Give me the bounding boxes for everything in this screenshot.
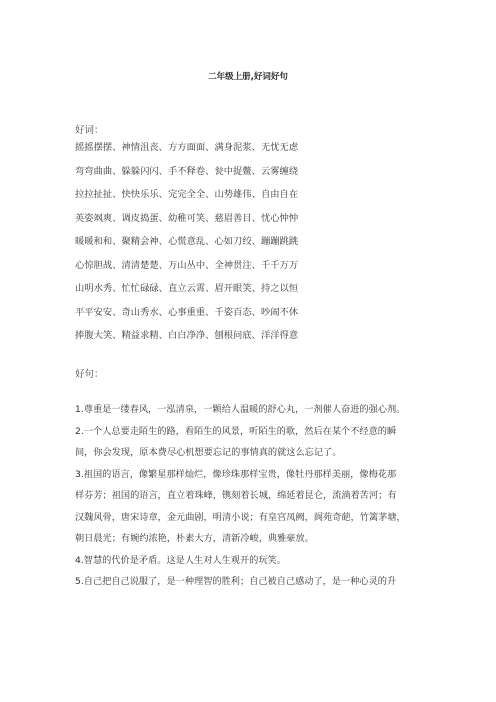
sentence-line: 汉魏风骨，唐宋诗章，金元曲剧，明清小说；有皇宫凤阙，阆苑奇葩，竹篱茅塘，	[75, 511, 406, 523]
sentence-line: 间，你会发现，原本费尽心机想要忘记的事情真的就这么忘记了。	[75, 447, 342, 458]
document-title: 二年级上册,好词好句	[208, 72, 288, 82]
words-line: 拉拉扯扯、快快乐乐、完完全全、山势雄伟、自由自在	[75, 189, 299, 200]
words-line: 山明水秀、忙忙碌碌、直立云霄、眉开眼笑、持之以恒	[75, 283, 299, 294]
words-line: 摇摇摆摆、神情沮丧、方方面面、满身泥浆、无忧无虑	[75, 142, 299, 153]
words-line: 英姿飒爽、调皮捣蛋、幼稚可笑、慈眉善目、忧心忡忡	[75, 212, 299, 224]
sentences-block	[75, 403, 435, 597]
words-line: 弯弯曲曲、躲躲闪闪、手不释卷、瓮中捉鳖、云雾缠绕	[75, 165, 299, 177]
words-line: 心惊胆战、清清楚楚、万山丛中、全神贯注、千千万万	[75, 259, 299, 271]
sentence-line: 样芬芳；祖国的语言，直立着珠峰，镌刻着长城，绵延着昆仑，流淌着苦河；有	[75, 490, 397, 501]
sentences-section-label: 好句：	[75, 369, 104, 380]
sentence-line: 1.尊重是一缕春风，一泓清泉，一颗给人温暖的舒心丸，一剂催人奋进的强心剂。	[75, 404, 406, 415]
sentence-line: 2.一个人总要走陌生的路，看陌生的风景，听陌生的歌，然后在某个不经意的瞬	[75, 425, 397, 437]
words-list	[75, 140, 298, 352]
sentence-line: 5.自己把自己说服了，是一种理智的胜利；自己被自己感动了，是一种心灵的升	[75, 576, 397, 587]
sentence-line: 3.祖国的语言，像繁星那样灿烂，像珍珠那样宝贵，像牡丹那样美丽，像梅花那	[75, 468, 397, 480]
words-line: 平平安安、奇山秀水、心事重重、千姿百态、吵闹不休	[75, 306, 299, 318]
sentence-line: 4.智慧的代价是矛盾。这是人生对人生观开的玩笑。	[75, 554, 286, 566]
words-line: 暖暖和和、聚精会神、心慌意乱、心如刀绞、蹦蹦跳跳	[75, 236, 299, 247]
words-section-label: 好词：	[75, 125, 104, 136]
sentence-line: 朝日晨光；有婉约浓艳，朴素大方，清新冷峻，典雅豪放。	[75, 533, 314, 544]
words-line: 捧腹大笑、精益求精、白白净净、刨根问底、洋洋得意	[75, 330, 299, 341]
